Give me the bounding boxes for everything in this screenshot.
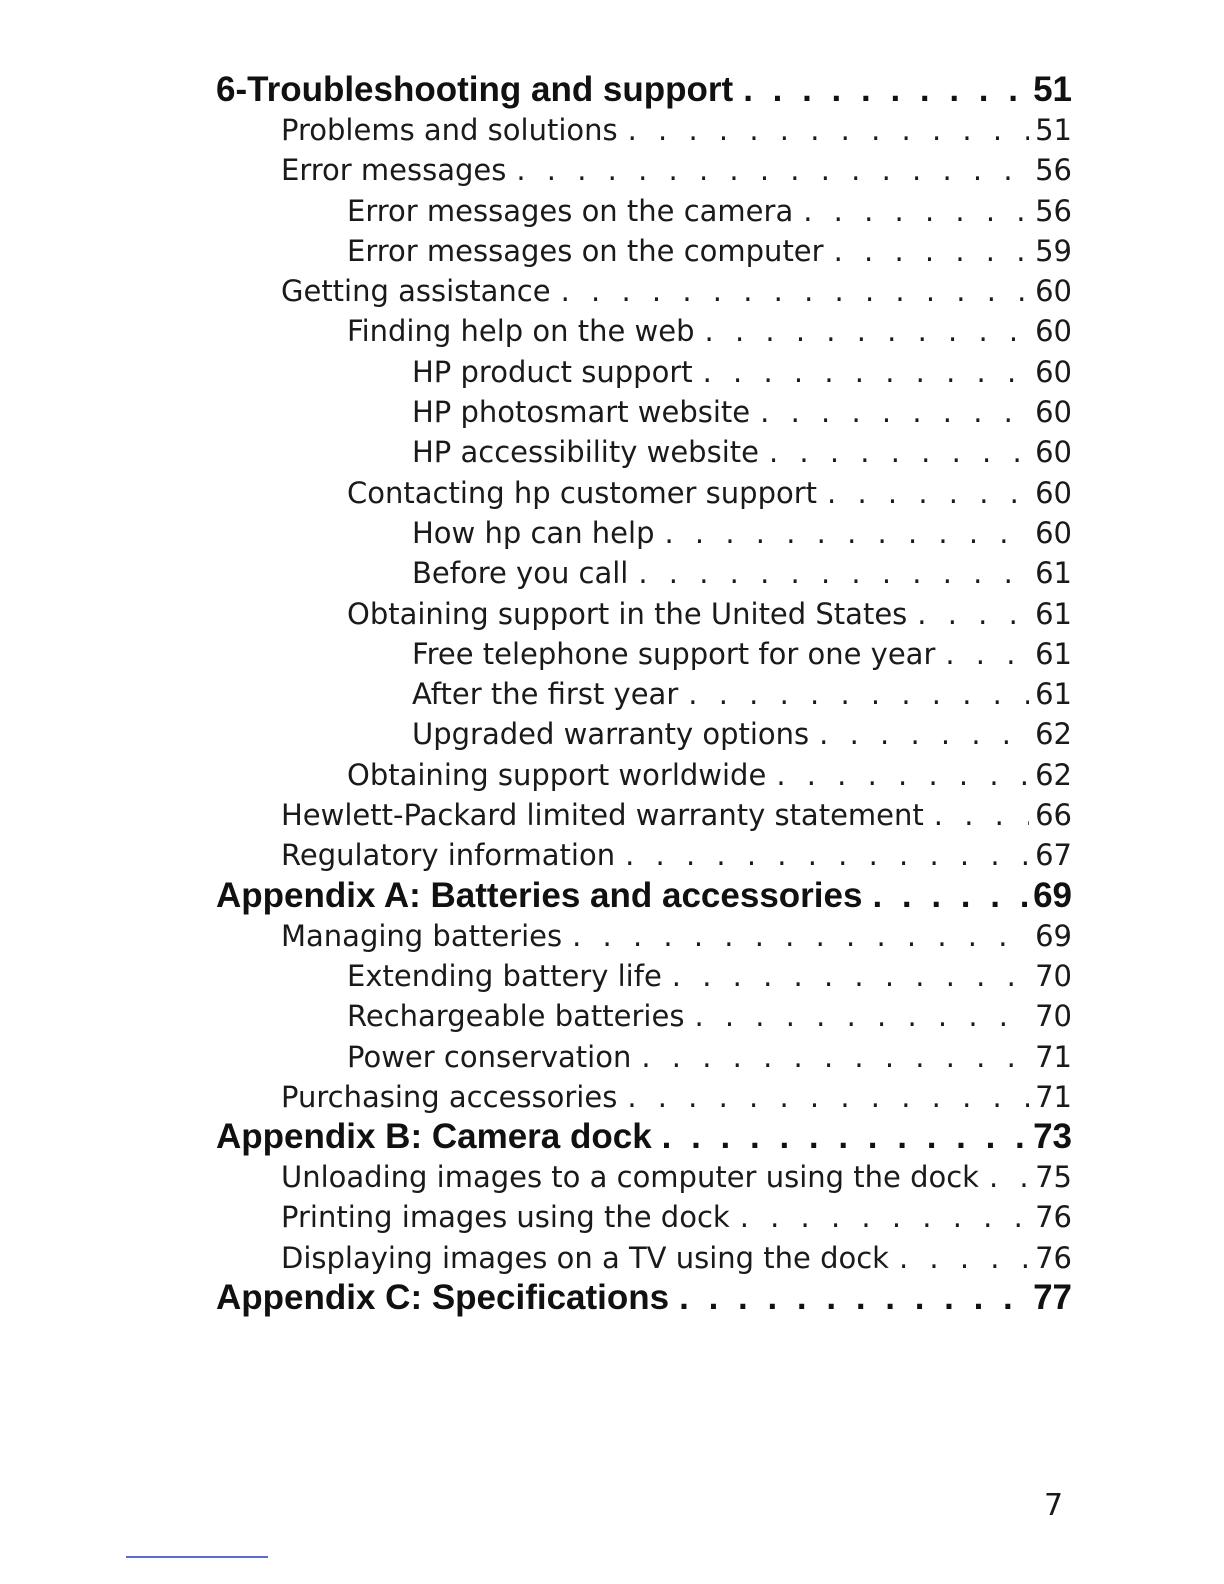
toc-entry-page: 76 <box>1035 1200 1072 1235</box>
table-of-contents <box>216 70 1072 1318</box>
toc-entry-title: Appendix A: Batteries and accessories <box>216 875 863 915</box>
toc-entry-title: Problems and solutions <box>281 113 618 147</box>
dot-leader <box>740 1197 1029 1237</box>
toc-entry <box>216 231 1072 271</box>
toc-entry-title: After the first year <box>412 677 679 712</box>
toc-entry-title: Unloading images to a computer using the dock <box>281 1160 979 1195</box>
toc-entry-page: 76 <box>1035 1240 1072 1275</box>
toc-entry-title: Contacting hp customer support <box>347 475 818 510</box>
toc-entry-page: 56 <box>1035 193 1072 228</box>
toc-entry-title: Obtaining support in the United States <box>347 596 908 631</box>
dot-leader <box>625 835 1029 875</box>
toc-entry <box>216 674 1072 714</box>
toc-entry <box>216 513 1072 553</box>
toc-entry-page: 60 <box>1035 475 1072 510</box>
toc-entry <box>216 432 1072 472</box>
toc-entry <box>216 755 1072 795</box>
toc-entry-title: Regulatory information <box>281 838 616 873</box>
dot-leader <box>769 432 1029 472</box>
toc-entry-page: 69 <box>1035 918 1072 953</box>
toc-chapter-entry <box>216 1117 1072 1157</box>
toc-entry-title: Appendix B: Camera dock <box>216 1117 652 1157</box>
dot-leader <box>694 996 1029 1036</box>
toc-chapter-entry <box>216 876 1072 916</box>
dot-leader <box>672 956 1029 996</box>
toc-entry-page: 66 <box>1035 798 1072 833</box>
toc-entry-title: How hp can help <box>412 515 655 550</box>
toc-entry-page: 70 <box>1035 958 1072 993</box>
dot-leader <box>705 311 1030 351</box>
toc-entry <box>216 1077 1072 1117</box>
toc-entry-page: 60 <box>1035 395 1072 430</box>
dot-leader <box>827 473 1029 513</box>
toc-entry-title: Getting assistance <box>281 274 551 309</box>
dot-leader <box>665 513 1030 553</box>
toc-entry-title: Upgraded warranty options <box>412 717 810 752</box>
toc-entry <box>216 352 1072 392</box>
toc-entry-page: 60 <box>1035 515 1072 550</box>
dot-leader <box>872 876 1027 916</box>
toc-entry-title: Appendix C: Specifications <box>216 1278 670 1318</box>
toc-entry-page: 61 <box>1035 636 1072 671</box>
toc-entry-title: HP accessibility website <box>412 435 759 470</box>
toc-entry <box>216 110 1072 150</box>
toc-entry-title: Managing batteries <box>281 918 563 953</box>
page-number: 7 <box>1044 1488 1064 1523</box>
toc-entry <box>216 271 1072 311</box>
toc-entry <box>216 1238 1072 1278</box>
toc-entry-title: Error messages on the camera <box>347 193 794 228</box>
toc-entry-title: Before you call <box>412 556 629 591</box>
toc-entry <box>216 1197 1072 1237</box>
toc-entry <box>216 996 1072 1036</box>
dot-leader <box>688 674 1029 714</box>
toc-entry-page: 62 <box>1035 757 1072 792</box>
toc-entry-title: HP photosmart website <box>412 395 751 430</box>
toc-entry <box>216 191 1072 231</box>
toc-entry-title: Power conservation <box>347 1039 632 1074</box>
dot-leader <box>776 755 1029 795</box>
dot-leader <box>679 1278 1027 1318</box>
toc-entry <box>216 1157 1072 1197</box>
toc-entry <box>216 714 1072 754</box>
toc-entry-page: 60 <box>1035 354 1072 389</box>
toc-entry <box>216 473 1072 513</box>
toc-entry-page: 70 <box>1035 999 1072 1034</box>
dot-leader <box>743 70 1027 110</box>
toc-entry-title: Purchasing accessories <box>281 1079 618 1114</box>
toc-entry <box>216 392 1072 432</box>
toc-entry-title: Error messages on the computer <box>347 233 824 268</box>
toc-chapter-entry <box>216 1278 1072 1318</box>
dot-leader <box>899 1238 1029 1278</box>
dot-leader <box>945 634 1029 674</box>
toc-entry-title: Error messages <box>281 153 507 188</box>
dot-leader <box>703 352 1029 392</box>
toc-entry <box>216 916 1072 956</box>
dot-leader <box>934 795 1029 835</box>
toc-entry-page: 51 <box>1035 113 1072 147</box>
toc-entry-page: 59 <box>1035 233 1072 268</box>
toc-entry-title: Rechargeable batteries <box>347 999 685 1034</box>
toc-entry-page: 69 <box>1033 875 1072 915</box>
toc-entry-page: 67 <box>1035 838 1072 873</box>
dot-leader <box>628 110 1029 150</box>
dot-leader <box>989 1157 1029 1197</box>
toc-entry-title: Extending battery life <box>347 958 662 993</box>
toc-entry <box>216 835 1072 875</box>
toc-entry-page: 56 <box>1035 153 1072 188</box>
dot-leader <box>662 1117 1027 1157</box>
footer-rule <box>126 1556 268 1558</box>
toc-entry-title: Free telephone support for one year <box>412 636 936 671</box>
toc-entry-page: 71 <box>1035 1079 1072 1114</box>
dot-leader <box>638 553 1029 593</box>
toc-entry <box>216 311 1072 351</box>
dot-leader <box>917 594 1029 634</box>
toc-entry <box>216 1037 1072 1077</box>
toc-entry <box>216 150 1072 190</box>
toc-entry <box>216 634 1072 674</box>
dot-leader <box>803 191 1029 231</box>
dot-leader <box>516 150 1029 190</box>
dot-leader <box>760 392 1029 432</box>
toc-entry-title: HP product support <box>412 354 693 389</box>
dot-leader <box>641 1037 1029 1077</box>
toc-entry-page: 60 <box>1035 274 1072 309</box>
toc-chapter-entry <box>216 70 1072 110</box>
toc-entry-page: 61 <box>1035 556 1072 591</box>
toc-entry-page: 73 <box>1033 1117 1072 1157</box>
toc-entry <box>216 956 1072 996</box>
toc-entry-page: 61 <box>1035 677 1072 712</box>
dot-leader <box>561 271 1030 311</box>
toc-entry-page: 71 <box>1035 1039 1072 1074</box>
toc-entry-page: 51 <box>1033 70 1072 109</box>
dot-leader <box>627 1077 1029 1117</box>
toc-entry-page: 60 <box>1035 435 1072 470</box>
dot-leader <box>834 231 1030 271</box>
toc-entry-title: Displaying images on a TV using the dock <box>281 1240 889 1275</box>
toc-entry-page: 75 <box>1035 1160 1072 1195</box>
toc-entry-title: Printing images using the dock <box>281 1200 730 1235</box>
toc-entry-title: Obtaining support worldwide <box>347 757 767 792</box>
toc-entry-page: 77 <box>1033 1278 1072 1318</box>
dot-leader <box>572 916 1029 956</box>
toc-entry-title: 6-Troubleshooting and support <box>216 70 734 109</box>
toc-entry <box>216 594 1072 634</box>
dot-leader <box>819 714 1029 754</box>
toc-entry-title: Finding help on the web <box>347 314 695 349</box>
toc-entry <box>216 553 1072 593</box>
toc-entry-page: 61 <box>1035 596 1072 631</box>
toc-entry-page: 62 <box>1035 717 1072 752</box>
toc-entry-page: 60 <box>1035 314 1072 349</box>
toc-entry <box>216 795 1072 835</box>
toc-entry-title: Hewlett-Packard limited warranty statement <box>281 798 924 833</box>
